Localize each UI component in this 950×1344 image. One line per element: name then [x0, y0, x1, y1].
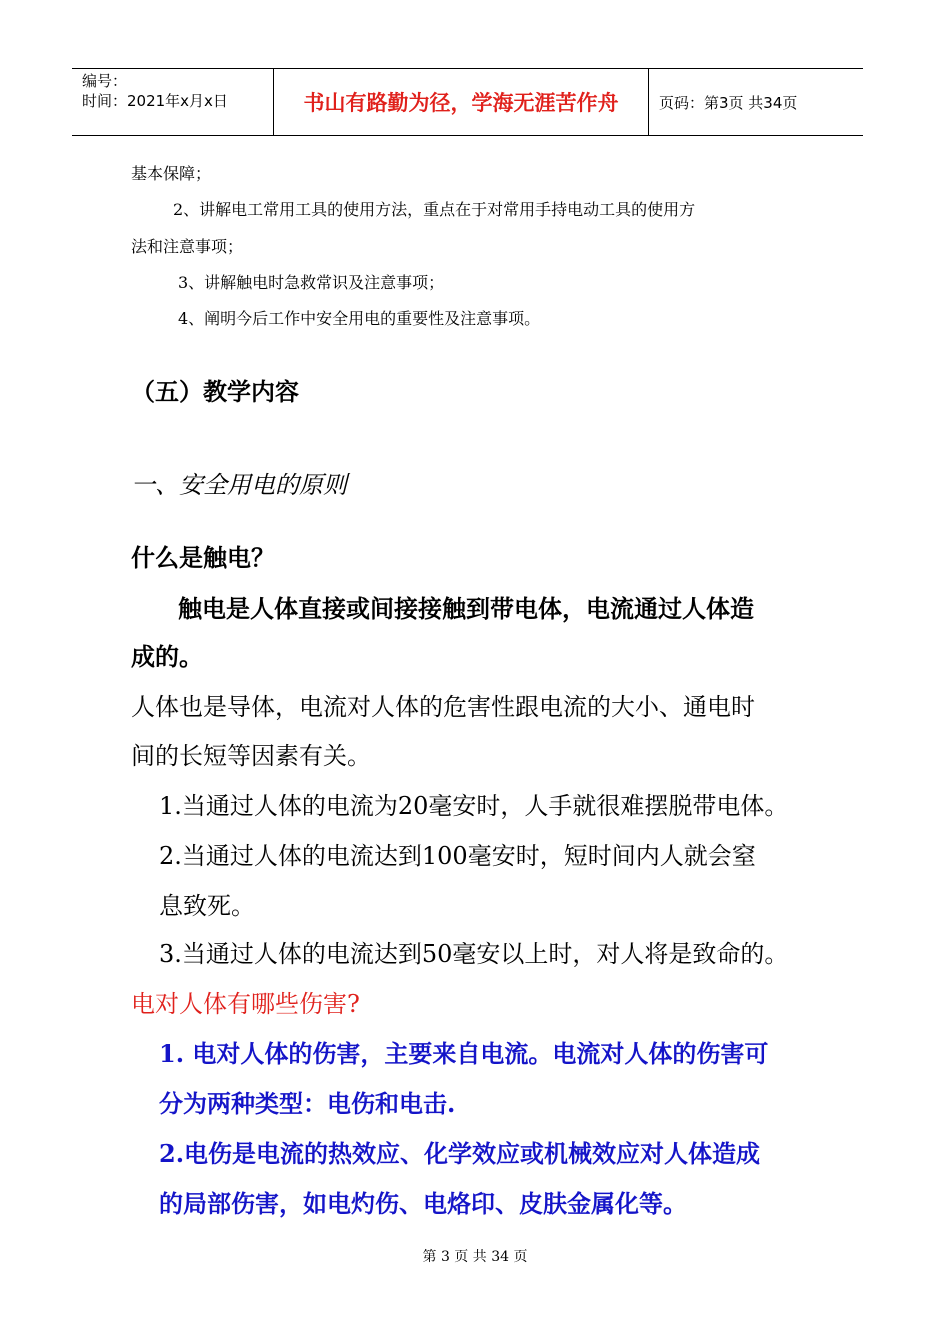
- explanation-line: 人体也是导体，电流对人体的危害性跟电流的大小、通电时: [131, 693, 755, 721]
- definition-line: 触电是人体直接或间接接触到带电体，电流通过人体造: [178, 594, 754, 623]
- point-2: 2.当通过人体的电流达到100毫安时，短时间内人就会窒: [159, 842, 756, 870]
- explanation-line-cont: 间的长短等因素有关。: [131, 742, 371, 770]
- point-2-cont: 息致死。: [159, 892, 255, 920]
- intro-item-2: 2、讲解电工常用工具的使用方法，重点在于对常用手持电动工具的使用方: [173, 200, 696, 219]
- question-harms: 电对人体有哪些伤害?: [131, 990, 360, 1018]
- doc-number-label: 编号：: [82, 72, 128, 90]
- point-3: 3.当通过人体的电流达到50毫安以上时，对人将是致命的。: [159, 940, 789, 968]
- chapter-title: 一、安全用电的原则: [131, 471, 347, 499]
- intro-item-4: 4、阐明今后工作中安全用电的重要性及注意事项。: [178, 309, 541, 328]
- page-footer: 第 3 页 共 34 页: [422, 1249, 528, 1265]
- harm-2: 2.电伤是电流的热效应、化学效应或机械效应对人体造成: [159, 1139, 761, 1168]
- intro-item-2-cont: 法和注意事项；: [131, 237, 244, 256]
- question-what-is-shock: 什么是触电？: [131, 543, 275, 572]
- definition-line-cont: 成的。: [131, 642, 203, 671]
- harm-2-cont: 的局部伤害，如电灼伤、电烙印、皮肤金属化等。: [159, 1189, 687, 1218]
- header-meta: [72, 69, 274, 135]
- harm-1: 1. 电对人体的伤害，主要来自电流。电流对人体的伤害可: [159, 1039, 769, 1068]
- harm-1-cont: 分为两种类型：电伤和电击.: [159, 1089, 456, 1118]
- doc-time: 时间：2021年x月x日: [82, 92, 228, 110]
- point-1: 1.当通过人体的电流为20毫安时，人手就很难摆脱带电体。: [159, 792, 789, 820]
- intro-line: 基本保障；: [131, 164, 212, 183]
- intro-item-3: 3、讲解触电时急救常识及注意事项；: [178, 273, 445, 292]
- page-header: [72, 68, 863, 136]
- header-page-info: 页码：第3页 共34页: [659, 93, 798, 112]
- header-motto: 书山有路勤为径，学海无涯苦作舟: [274, 69, 649, 135]
- section-title: （五）教学内容: [131, 377, 299, 406]
